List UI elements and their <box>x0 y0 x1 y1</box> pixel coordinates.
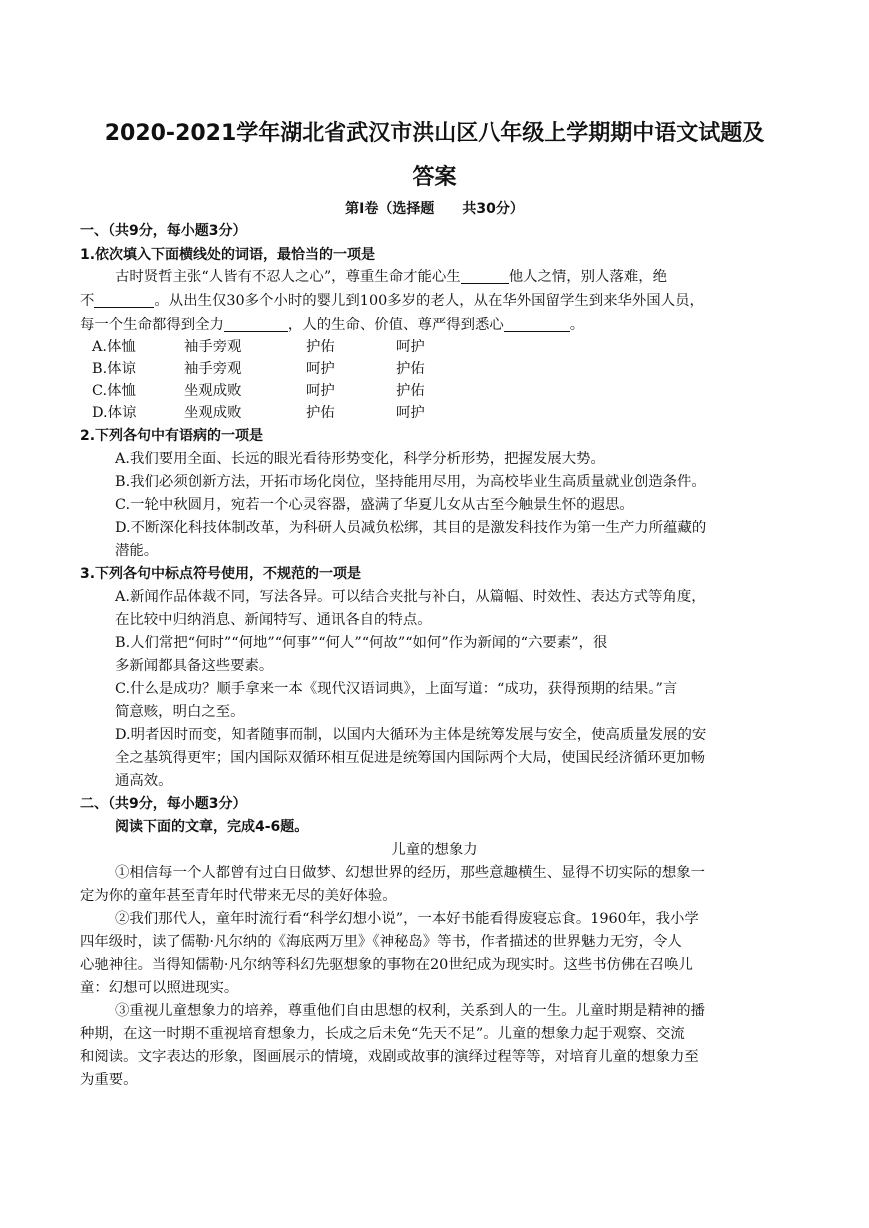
option-word-2: 坐观成败 <box>184 383 242 399</box>
option-label: D.体谅 <box>92 405 137 421</box>
q1-passage-line3 <box>80 314 584 336</box>
q3-option-a-line2: 在比较中归纳消息、新闻特写、通讯各自的特点。 <box>115 612 432 628</box>
option-label: B.体谅 <box>92 361 136 377</box>
document-title-line2: 答案 <box>412 165 457 190</box>
q1-text-3b: ，人的生命、价值、尊严得到悉心 <box>287 317 504 333</box>
reading-instruction: 阅读下面的文章，完成4-6题。 <box>115 819 309 835</box>
document-title-line1: 2020-2021学年湖北省武汉市洪山区八年级上学期期中语文试题及 <box>104 121 765 146</box>
option-word-4: 呵护 <box>396 405 425 421</box>
q1-text-2b: 。从出生仅30多个小时的婴儿到100多岁的老人，从在华外国留学生到来华外国人员， <box>154 293 704 309</box>
q2-option-d-line2: 潜能。 <box>115 543 159 559</box>
q3-option-d-line1: D.明者因时而变，知者随事而制，以国内大循环为主体是统筹发展与安全，使高质量发展的安 <box>115 727 707 743</box>
q1-text-3c: 。 <box>569 317 585 333</box>
para3-line1: ③重视儿童想象力的培养，尊重他们自由思想的权利，关系到人的一生。儿童时期是精神的播 <box>115 1003 706 1019</box>
q2-option-d-line1: D.不断深化科技体制改革，为科研人员减负松绑，其目的是激发科技作为第一生产力所蕴藏的 <box>115 520 707 536</box>
q1-stem: 1.依次填入下面横线处的词语，最恰当的一项是 <box>80 247 376 263</box>
q3-option-b-line2: 多新闻都具备这些要素。 <box>115 658 274 674</box>
option-word-3: 护佑 <box>306 405 335 421</box>
option-label: A.体恤 <box>92 339 136 355</box>
option-word-3: 护佑 <box>306 339 335 355</box>
q2-stem: 2.下列各句中有语病的一项是 <box>80 428 264 444</box>
option-word-2: 坐观成败 <box>184 405 242 421</box>
blank-4 <box>504 315 570 332</box>
q3-option-c-line2: 简意赅，明白之至。 <box>115 704 245 720</box>
q3-option-a-line1: A.新闻作品体裁不同，写法各异。可以结合夹批与补白，从篇幅、时效性、表达方式等角度， <box>115 589 706 605</box>
option-word-3: 呵护 <box>306 361 335 377</box>
q3-option-d-line2: 全之基筑得更牢；国内国际双循环相互促进是统筹国内国际两个大局，使国民经济循环更加畅 <box>115 750 706 766</box>
para2-line3: 心驰神往。当得知儒勒·凡尔纳等科幻先驱想象的事物在20世纪成为现实时。这些书仿佛在召唤儿 <box>80 957 693 973</box>
blank-1 <box>461 267 509 284</box>
q3-option-d-line3: 通高效。 <box>115 773 173 789</box>
para3-line2: 种期，在这一时期不重视培育想象力，长成之后未免“先天不足”。儿童的想象力起于观察、交流 <box>80 1026 685 1042</box>
q1-text-1b: 他人之情，别人落难，绝 <box>508 269 668 285</box>
option-word-4: 呵护 <box>396 339 425 355</box>
q1-text-3a: 每一个生命都得到全力 <box>80 317 224 333</box>
q1-passage-line2 <box>80 290 704 312</box>
para1-line1: ①相信每一个人都曾有过白日做梦、幻想世界的经历，那些意趣横生、显得不切实际的想象一 <box>115 865 706 881</box>
para2-line4: 童：幻想可以照进现实。 <box>80 980 239 996</box>
blank-2 <box>94 291 154 308</box>
option-word-3: 呵护 <box>306 383 335 399</box>
q3-stem: 3.下列各句中标点符号使用，不规范的一项是 <box>80 566 362 582</box>
article-title: 儿童的想象力 <box>391 842 478 858</box>
q3-option-b-line1: B.人们常把“何时”“何地”“何事”“何人”“何故”“如何”作为新闻的“六要素”，很 <box>115 635 608 651</box>
q2-option-c: C.一轮中秋圆月，宛若一个心灵容器，盛满了华夏儿女从古至今触景生怀的遐思。 <box>115 497 634 513</box>
q1-text-1a: 古时贤哲主张“人皆有不忍人之心”，尊重生命才能心生 <box>115 269 461 285</box>
q2-option-a: A.我们要用全面、长远的眼光看待形势变化，科学分析形势，把握发展大势。 <box>115 451 605 467</box>
q1-passage-line1 <box>115 266 667 288</box>
para1-line2: 定为你的童年甚至青年时代带来无尽的美好体验。 <box>80 888 397 904</box>
section2-heading: 二、（共9分，每小题3分） <box>80 796 247 812</box>
option-word-4: 护佑 <box>396 361 425 377</box>
q3-option-c-line1: C.什么是成功？顺手拿来一本《现代汉语词典》，上面写道：“成功，获得预期的结果。”言 <box>115 681 678 697</box>
option-label: C.体恤 <box>92 383 136 399</box>
option-word-4: 护佑 <box>396 383 425 399</box>
q2-option-b: B.我们必须创新方法，开拓市场化岗位，坚持能用尽用，为高校毕业生高质量就业创造条件。 <box>115 474 706 490</box>
para3-line3: 和阅读。文字表达的形象，图画展示的情境，戏剧或故事的演绎过程等等，对培育儿童的想象力至 <box>80 1049 699 1065</box>
para2-line1: ②我们那代人，童年时流行看“科学幻想小说”，一本好书能看得废寝忘食。1960年，我小学 <box>115 911 699 927</box>
para3-line4: 为重要。 <box>80 1072 138 1088</box>
blank-3 <box>224 315 288 332</box>
option-word-2: 袖手旁观 <box>184 339 242 355</box>
q1-text-2a: 不 <box>80 293 95 309</box>
volume-heading: 第Ⅰ卷（选择题 共30分） <box>345 201 524 217</box>
option-word-2: 袖手旁观 <box>184 361 242 377</box>
para2-line2: 四年级时，读了儒勒·凡尔纳的《海底两万里》《神秘岛》等书，作者描述的世界魅力无穷，令人 <box>80 934 682 950</box>
section1-heading: 一、（共9分，每小题3分） <box>80 223 247 239</box>
